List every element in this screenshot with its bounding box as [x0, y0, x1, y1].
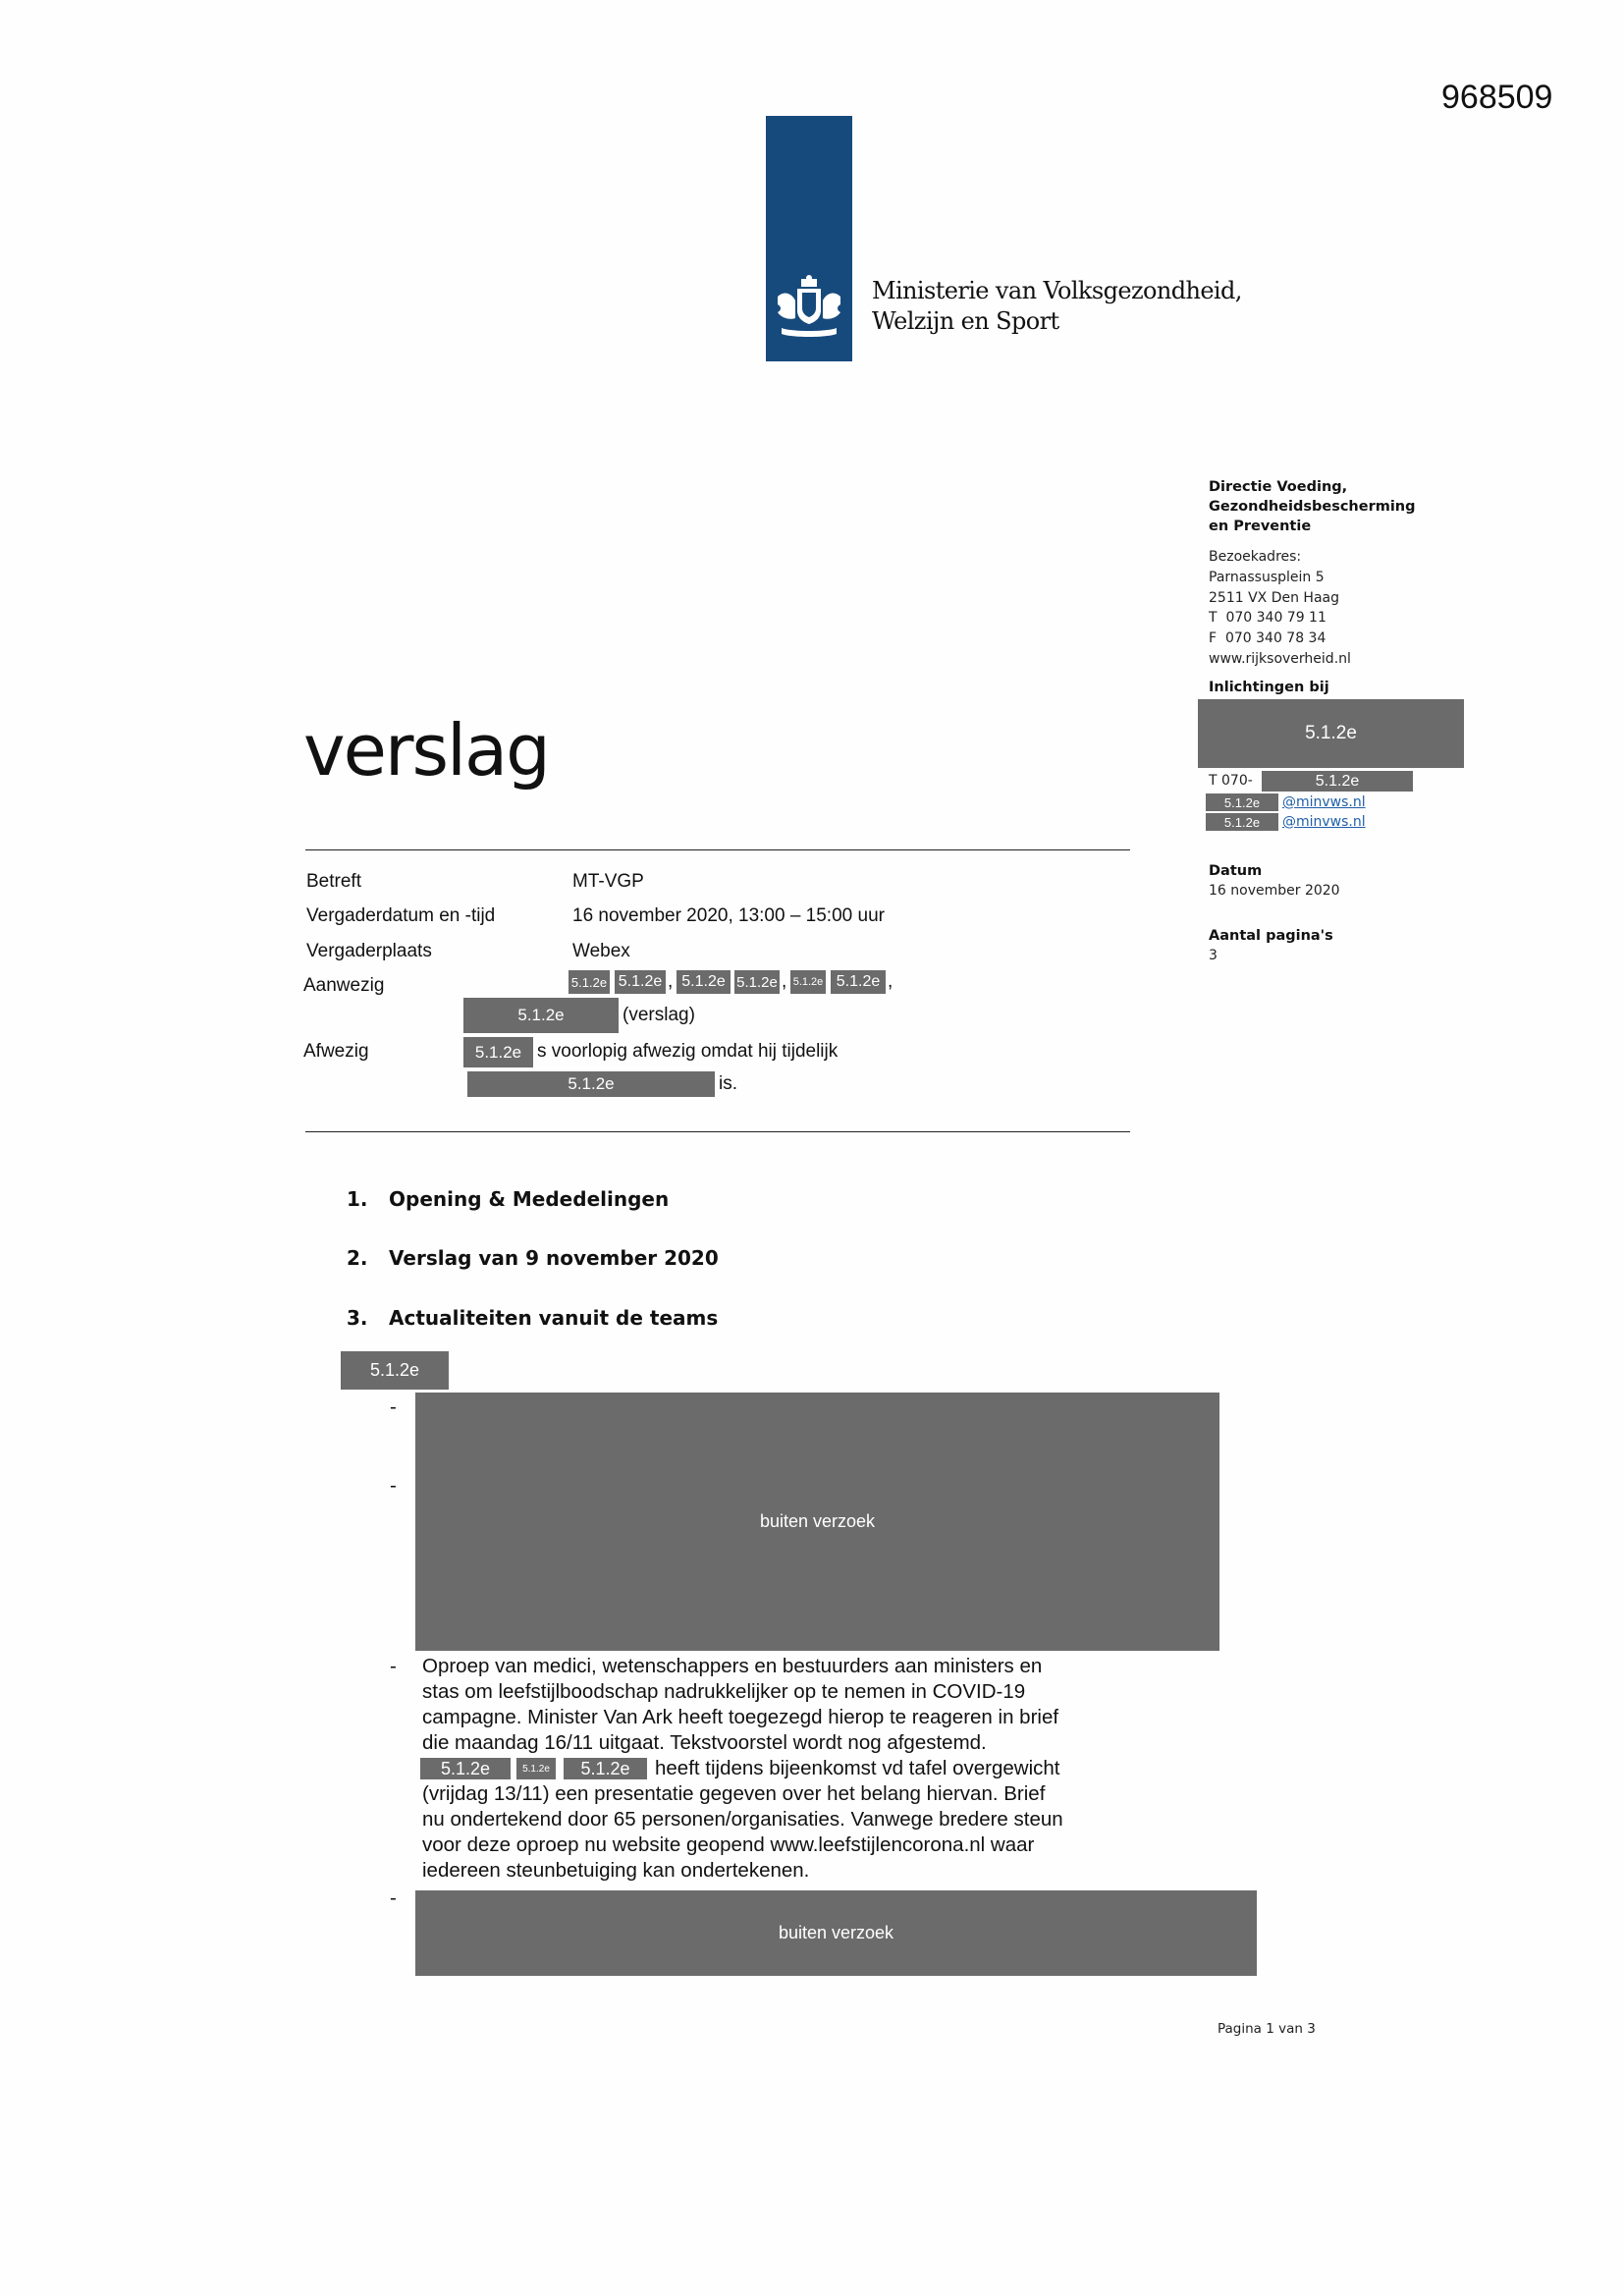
redaction-attendee: 5.1.2e	[463, 998, 619, 1033]
absent-end: is.	[719, 1073, 737, 1094]
redaction-phone: 5.1.2e	[1262, 771, 1413, 792]
redaction-attendee: 5.1.2e	[615, 970, 666, 994]
redaction-out-of-scope: buiten verzoek	[415, 1890, 1257, 1976]
place-label: Vergaderplaats	[306, 941, 432, 961]
directorate-line: Gezondheidsbescherming	[1209, 499, 1416, 515]
page-footer: Pagina 1 van 3	[1218, 2021, 1316, 2037]
redaction-email-user: 5.1.2e	[1206, 793, 1278, 811]
absent-label: Afwezig	[303, 1041, 369, 1062]
paragraph-line: campagne. Minister Van Ark heeft toegezegd hierop te reageren in brief	[422, 1706, 1059, 1728]
redaction-contact-name: 5.1.2e	[1198, 699, 1464, 768]
agenda-number: 2.	[347, 1246, 368, 1270]
paragraph-line: (vrijdag 13/11) een presentatie gegeven over het belang hiervan. Brief	[422, 1782, 1046, 1805]
address-line: T 070 340 79 11	[1209, 610, 1326, 626]
redaction-attendee: 5.1.2e	[677, 970, 731, 994]
datetime-label: Vergaderdatum en -tijd	[306, 905, 496, 926]
separator: ,	[782, 971, 787, 992]
redaction-attendee: 5.1.2e	[790, 970, 826, 994]
email-link[interactable]: @minvws.nl	[1282, 794, 1366, 810]
ministry-name-line1: Ministerie van Volksgezondheid,	[872, 277, 1242, 304]
agenda-number: 1.	[347, 1187, 368, 1211]
redaction-absent-name: 5.1.2e	[463, 1037, 533, 1067]
bullet-dash: -	[390, 1886, 397, 1909]
paragraph-line: iedereen steunbetuiging kan ondertekenen.	[422, 1859, 810, 1882]
directorate-line: Directie Voeding,	[1209, 479, 1348, 495]
document-title: verslag	[303, 709, 549, 792]
subject-value: MT-VGP	[572, 871, 644, 892]
pages-value: 3	[1209, 948, 1218, 963]
redaction-absent-reason: 5.1.2e	[467, 1071, 715, 1097]
document-number: 968509	[1441, 79, 1553, 116]
absent-text: s voorlopig afwezig omdat hij tijdelijk	[537, 1041, 839, 1062]
agenda-number: 3.	[347, 1306, 368, 1330]
paragraph-line: heeft tijdens bijeenkomst vd tafel overgewicht	[655, 1757, 1060, 1779]
paragraph-line: stas om leefstijlboodschap nadrukkelijker op te nemen in COVID-19	[422, 1680, 1026, 1703]
paragraph-line: die maandag 16/11 uitgaat. Tekstvoorstel wordt nog afgestemd.	[422, 1731, 987, 1754]
phone-prefix: T 070-	[1209, 773, 1253, 789]
address-line: Bezoekadres:	[1209, 549, 1302, 565]
paragraph-line: voor deze oproep nu website geopend www.leefstijlencorona.nl waar	[422, 1833, 1035, 1856]
coat-of-arms-icon	[772, 275, 846, 340]
bullet-dash: -	[390, 1395, 397, 1418]
redaction-attendee: 5.1.2e	[568, 970, 610, 994]
redaction-attendee: 5.1.2e	[734, 970, 780, 994]
redaction-team-name: 5.1.2e	[341, 1351, 449, 1390]
subject-label: Betreft	[306, 871, 361, 892]
website[interactable]: www.rijksoverheid.nl	[1209, 651, 1351, 667]
redaction-out-of-scope: buiten verzoek	[415, 1393, 1219, 1651]
present-label: Aanwezig	[303, 975, 385, 996]
present-suffix: (verslag)	[623, 1005, 695, 1025]
date-label: Datum	[1209, 863, 1263, 879]
address-line: Parnassusplein 5	[1209, 570, 1325, 585]
redaction-attendee: 5.1.2e	[831, 970, 886, 994]
redaction-email-user: 5.1.2e	[1206, 813, 1278, 831]
separator: ,	[668, 971, 674, 992]
directorate-line: en Preventie	[1209, 519, 1312, 534]
pages-label: Aantal pagina's	[1209, 928, 1333, 944]
redaction-name: 5.1.2e	[420, 1758, 511, 1779]
address-line: F 070 340 78 34	[1209, 630, 1326, 646]
place-value: Webex	[572, 941, 630, 961]
separator: ,	[888, 971, 893, 992]
redaction-name: 5.1.2e	[564, 1758, 647, 1779]
agenda-title: Actualiteiten vanuit de teams	[389, 1306, 719, 1330]
agenda-title: Opening & Mededelingen	[389, 1187, 670, 1211]
datetime-value: 16 november 2020, 13:00 – 15:00 uur	[572, 905, 885, 926]
date-value: 16 november 2020	[1209, 883, 1340, 899]
address-line: 2511 VX Den Haag	[1209, 590, 1339, 606]
redaction-name: 5.1.2e	[516, 1758, 556, 1779]
paragraph-line: nu ondertekend door 65 personen/organisaties. Vanwege bredere steun	[422, 1808, 1063, 1831]
contact-heading: Inlichtingen bij	[1209, 680, 1329, 695]
agenda-title: Verslag van 9 november 2020	[389, 1246, 719, 1270]
paragraph-line: Oproep van medici, wetenschappers en bestuurders aan ministers en	[422, 1655, 1043, 1677]
divider	[305, 1131, 1130, 1132]
bullet-dash: -	[390, 1474, 397, 1497]
email-link[interactable]: @minvws.nl	[1282, 814, 1366, 830]
ministry-name-line2: Welzijn en Sport	[872, 307, 1059, 335]
bullet-dash: -	[390, 1655, 397, 1677]
divider	[305, 849, 1130, 850]
